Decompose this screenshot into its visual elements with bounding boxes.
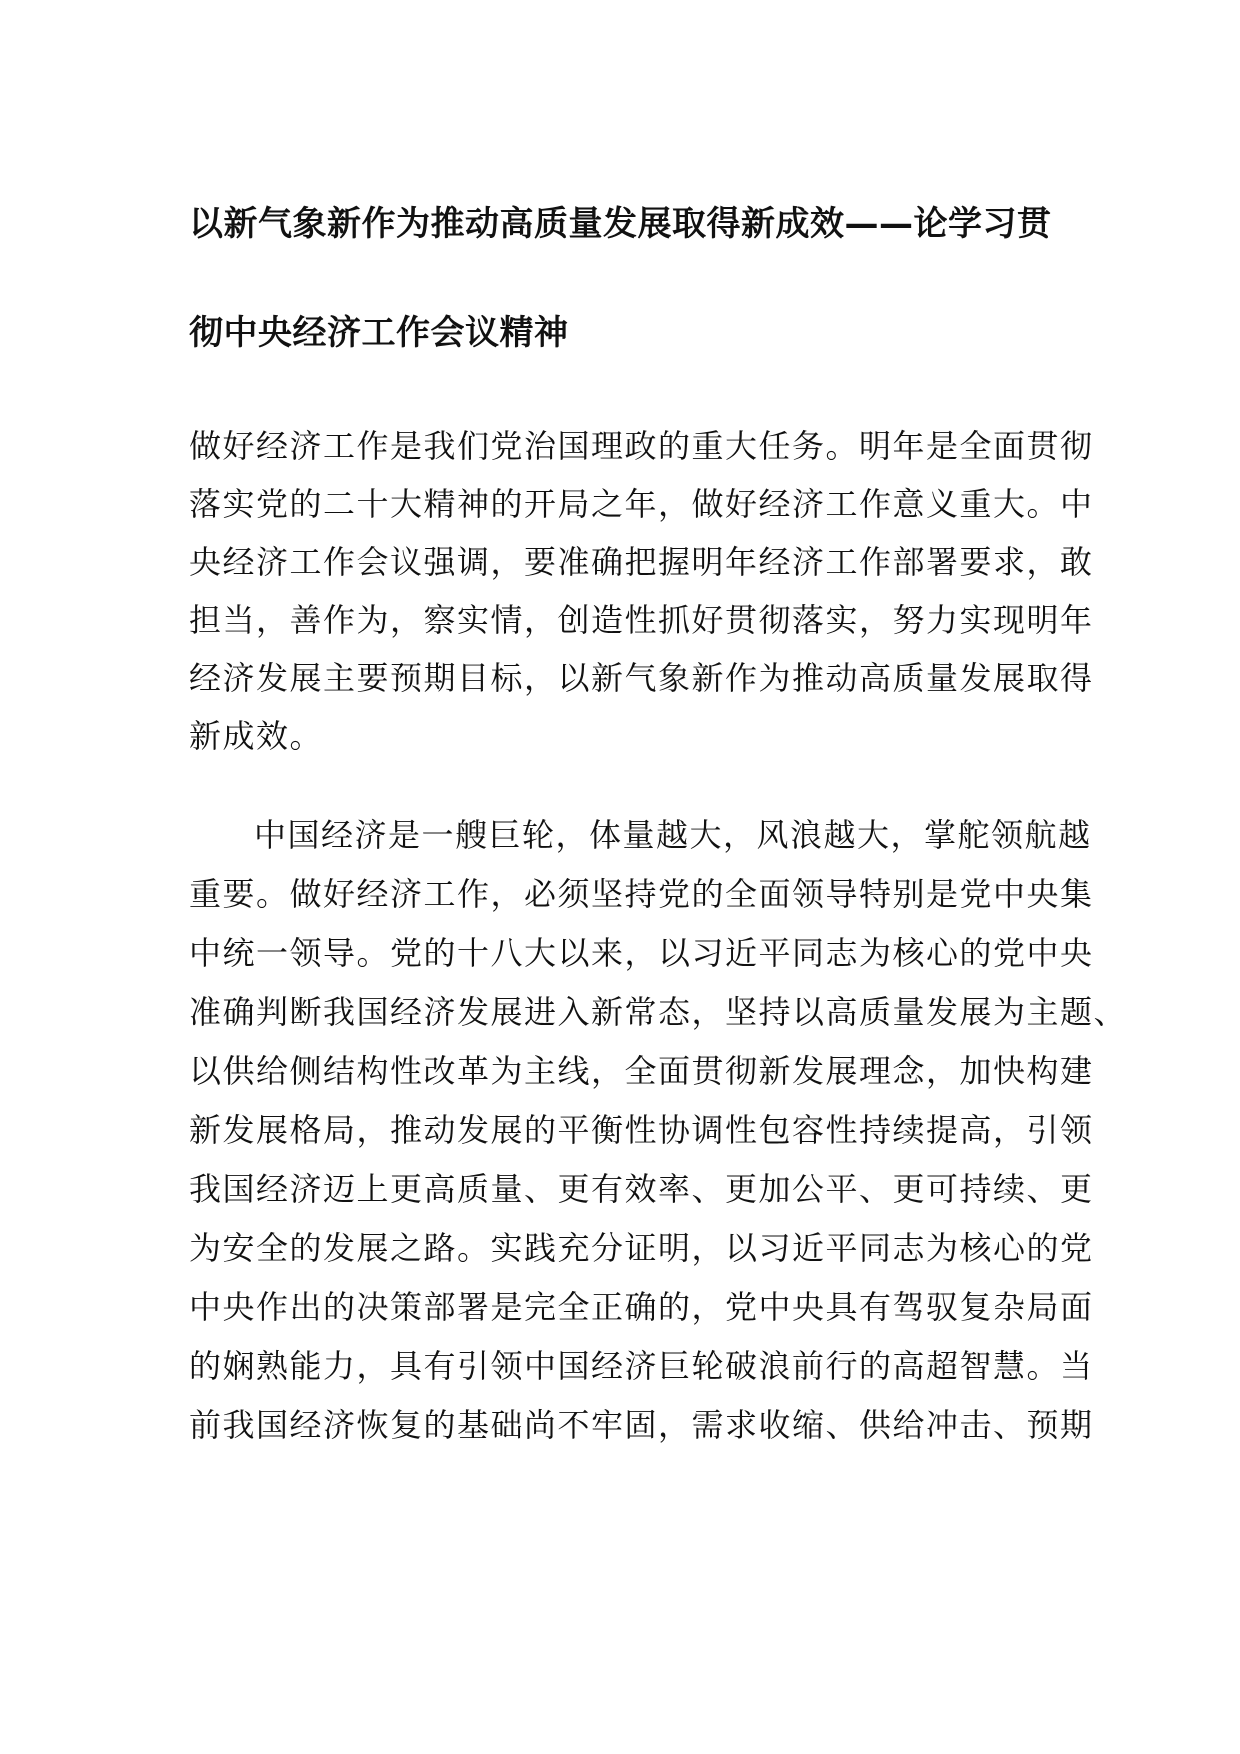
paragraph-1-line-6: 新成效。: [189, 717, 324, 755]
paragraph-2-line-10: 的娴熟能力，具有引领中国经济巨轮破浪前行的高超智慧。当: [189, 1347, 1094, 1385]
paragraph-2-line-8: 为安全的发展之路。实践充分证明，以习近平同志为核心的党: [189, 1229, 1094, 1267]
title-line-1: 以新气象新作为推动高质量发展取得新成效——论学习贯: [189, 204, 1052, 244]
paragraph-2-line-11: 前我国经济恢复的基础尚不牢固，需求收缩、供给冲击、预期: [189, 1406, 1094, 1444]
paragraph-1-line-1: 做好经济工作是我们党治国理政的重大任务。明年是全面贯彻: [189, 427, 1094, 465]
paragraph-1-line-3: 央经济工作会议强调，要准确把握明年经济工作部署要求，敢: [189, 543, 1094, 581]
paragraph-2-line-4: 准确判断我国经济发展进入新常态，坚持以高质量发展为主题、: [189, 993, 1128, 1031]
title-line-2: 彻中央经济工作会议精神: [189, 313, 569, 353]
paragraph-1-line-5: 经济发展主要预期目标，以新气象新作为推动高质量发展取得: [189, 659, 1094, 697]
paragraph-2-line-9: 中央作出的决策部署是完全正确的，党中央具有驾驭复杂局面: [189, 1288, 1094, 1326]
paragraph-2-line-2: 重要。做好经济工作，必须坚持党的全面领导特别是党中央集: [189, 875, 1094, 913]
paragraph-1-line-4: 担当，善作为，察实情，创造性抓好贯彻落实，努力实现明年: [189, 601, 1094, 639]
paragraph-2-line-3: 中统一领导。党的十八大以来，以习近平同志为核心的党中央: [189, 934, 1094, 972]
paragraph-2-line-5: 以供给侧结构性改革为主线，全面贯彻新发展理念，加快构建: [189, 1052, 1094, 1090]
paragraph-1-line-2: 落实党的二十大精神的开局之年，做好经济工作意义重大。中: [189, 485, 1094, 523]
paragraph-2-line-7: 我国经济迈上更高质量、更有效率、更加公平、更可持续、更: [189, 1170, 1094, 1208]
paragraph-2-line-6: 新发展格局，推动发展的平衡性协调性包容性持续提高，引领: [189, 1111, 1094, 1149]
paragraph-2-line-1: 中国经济是一艘巨轮，体量越大，风浪越大，掌舵领航越: [254, 816, 1092, 854]
